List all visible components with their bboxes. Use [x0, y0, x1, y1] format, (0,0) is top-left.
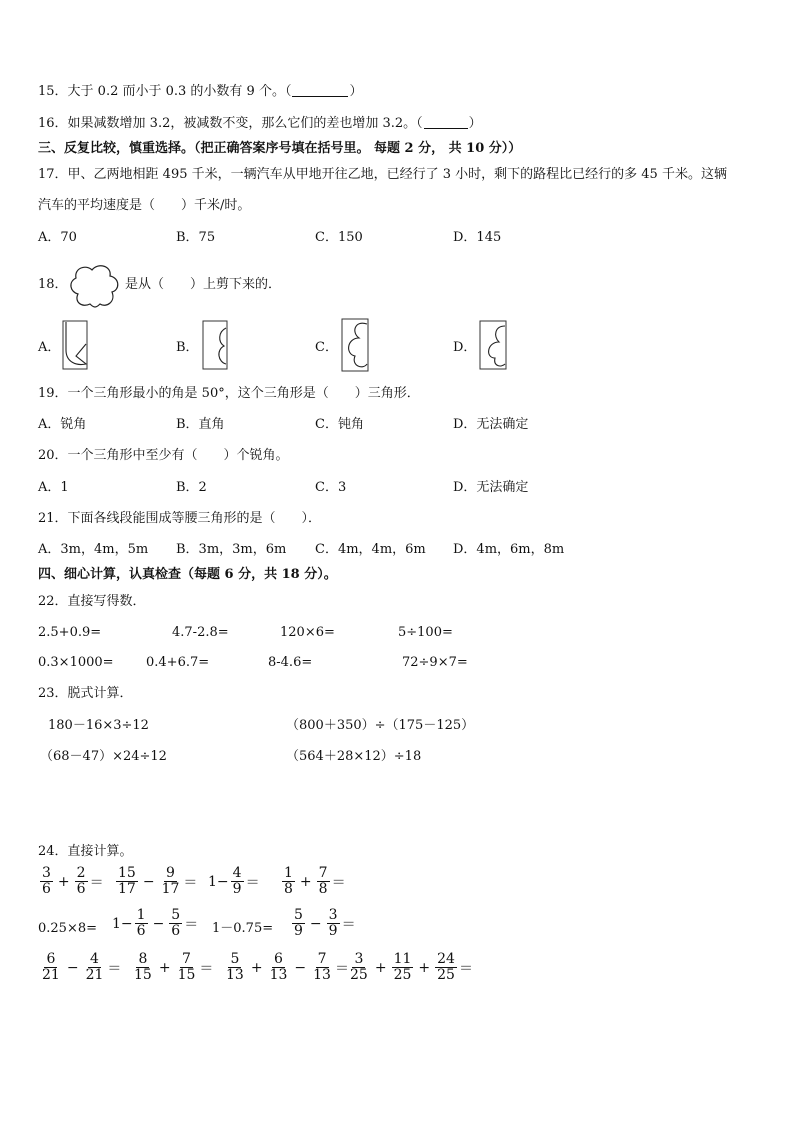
option-c[interactable]: C．钝角 — [315, 417, 364, 432]
expression: （800＋350）÷（175－125） — [286, 718, 475, 733]
question-17-line-2: 汽车的平均速度是（ ）千米/时。 — [38, 198, 251, 213]
fraction-expression: 3 25 + $\frac{11}{25}$ + $\frac{24}{25}$ ＝ — [350, 951, 473, 983]
option-a[interactable]: A．锐角 — [38, 417, 87, 432]
calc-item: 8-4.6= — [268, 655, 313, 670]
fraction-expression: 6 21 − $\frac{4}{21}$ ＝ — [42, 951, 122, 983]
question-24: 24．直接计算。 — [38, 844, 133, 859]
fraction-expression: 15 17 − $\frac{9}{17}$ ＝ — [118, 865, 198, 897]
answer-blank[interactable] — [424, 116, 468, 129]
option-a[interactable]: A． — [38, 340, 61, 355]
calc-item: 72÷9×7= — [402, 655, 468, 670]
fraction-expression: 1− $\frac{4}{9}$ ＝ — [208, 865, 260, 897]
expression: （68－47）×24÷12 — [40, 749, 167, 764]
paper-shape-c-image[interactable] — [341, 318, 369, 372]
option-c[interactable]: C．4m，4m，6m — [315, 542, 426, 557]
calc-item: 5÷100= — [398, 625, 453, 640]
question-21: 21．下面各线段能围成等腰三角形的是（ ）． — [38, 511, 322, 526]
option-b[interactable]: B．2 — [176, 480, 207, 495]
fraction-expression: 5 9 − $\frac{3}{9}$ ＝ — [294, 907, 356, 939]
calc-item: 120×6= — [280, 625, 335, 640]
option-b[interactable]: B．75 — [176, 230, 216, 245]
fraction-expression: 5 13 + $\frac{6}{13}$ − $\frac{7}{13}$ ＝ — [226, 951, 349, 983]
question-19: 19．一个三角形最小的角是 50°，这个三角形是（ ）三角形． — [38, 386, 420, 401]
option-a[interactable]: A．70 — [38, 230, 77, 245]
answer-blank[interactable] — [292, 84, 348, 97]
option-c[interactable]: C．150 — [315, 230, 363, 245]
question-17-line-1: 17．甲、乙两地相距 495 千米，一辆汽车从甲地开往乙地，已经行了 3 小时，剩下的路程比已经行的多 45 千米。这辆 — [38, 167, 727, 182]
calc-item: 0.25×8= — [38, 921, 98, 936]
section-heading-4: 四、细心计算，认真检查（每题 6 分，共 18 分）。 — [38, 567, 337, 582]
option-b[interactable]: B．3m，3m，6m — [176, 542, 287, 557]
paper-shape-d-image[interactable] — [479, 320, 507, 370]
section-heading-3: 三、反复比较，慎重选择。（把正确答案序号填在括号里。 每题 2 分， 共 10 分）） — [38, 141, 522, 156]
question-23: 23．脱式计算． — [38, 686, 133, 701]
fraction-expression: 8 15 + $\frac{7}{15}$ ＝ — [134, 951, 214, 983]
fraction-expression: 3 6 + $\frac{2}{6}$ ＝ — [42, 865, 104, 897]
calc-item: 1－0.75= — [212, 921, 274, 936]
calc-item: 4.7-2.8= — [172, 625, 229, 640]
option-d[interactable]: D．4m，6m，8m — [453, 542, 565, 557]
expression: （564＋28×12）÷18 — [286, 749, 422, 764]
question-number: 15． — [38, 84, 68, 99]
option-c[interactable]: C．3 — [315, 480, 347, 495]
option-b[interactable]: B． — [176, 340, 199, 355]
option-c[interactable]: C． — [315, 340, 338, 355]
option-d[interactable]: D．无法确定 — [453, 480, 529, 495]
option-b[interactable]: B．直角 — [176, 417, 225, 432]
paper-shape-b-image[interactable] — [202, 320, 228, 370]
calc-item: 0.3×1000= — [38, 655, 114, 670]
option-d[interactable]: D． — [453, 340, 477, 355]
question-text: 大于 0.2 而小于 0.3 的小数有 9 个。（ — [67, 84, 292, 99]
fraction-expression: 1 8 + $\frac{7}{8}$ ＝ — [284, 865, 346, 897]
calc-item: 0.4+6.7= — [146, 655, 210, 670]
question-16: 16．如果减数增加 3.2，被减数不变，那么它们的差也增加 3.2。（ ） — [38, 116, 482, 131]
option-d[interactable]: D．无法确定 — [453, 417, 529, 432]
question-18-text: 是从（ ）上剪下来的． — [125, 277, 282, 292]
option-a[interactable]: A．1 — [38, 480, 69, 495]
option-d[interactable]: D．145 — [453, 230, 502, 245]
fraction-expression: 1− $\frac{1}{6}$ − $\frac{5}{6}$ ＝ — [112, 907, 199, 939]
question-22: 22．直接写得数． — [38, 594, 146, 609]
expression: 180－16×3÷12 — [48, 718, 149, 733]
calc-item: 2.5+0.9= — [38, 625, 102, 640]
question-text: 如果减数增加 3.2，被减数不变，那么它们的差也增加 3.2。（ — [67, 116, 423, 131]
option-a[interactable]: A．3m，4m，5m — [38, 542, 149, 557]
question-number: 16． — [38, 116, 68, 131]
paper-shape-a-image[interactable] — [62, 320, 88, 370]
question-15: 15．大于 0.2 而小于 0.3 的小数有 9 个。（ ） — [38, 84, 363, 99]
question-18-number: 18． — [38, 277, 68, 292]
clover-shape-image — [68, 262, 122, 310]
question-20: 20．一个三角形中至少有（ ）个锐角。 — [38, 448, 289, 463]
